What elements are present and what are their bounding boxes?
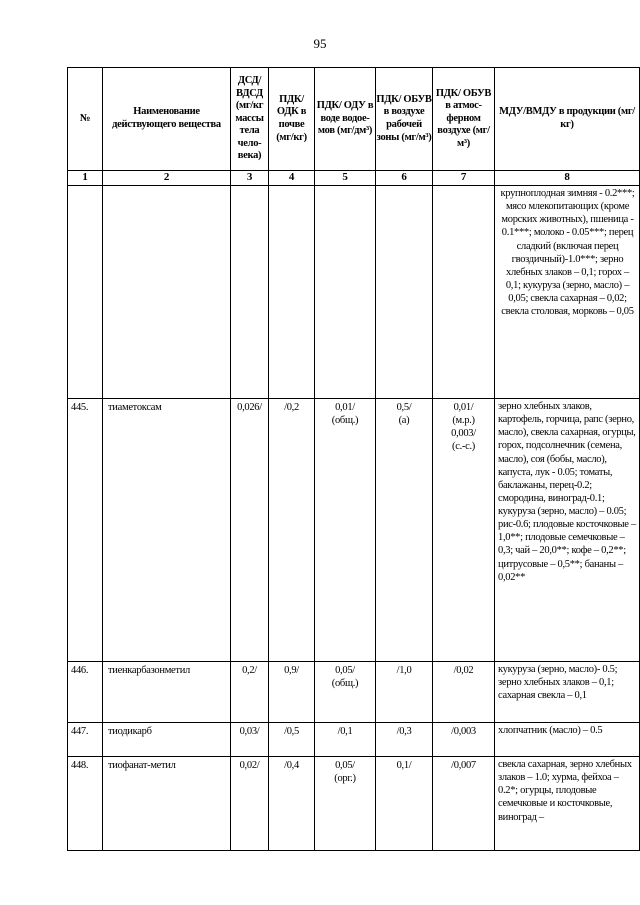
atm-air-note: (с.-с.) bbox=[452, 441, 475, 453]
soil-cell: /0,2 bbox=[269, 399, 315, 662]
adi-cell: 0,03/ bbox=[231, 723, 269, 757]
soil-cell: /0,5 bbox=[269, 723, 315, 757]
water-value: 0,05/ bbox=[335, 760, 355, 771]
header-mrl: МДУ/ВМДУ в продукции (мг/кг) bbox=[495, 68, 640, 171]
header-adi: ДСД/ ВДСД (мг/кг массы тела чело-века) bbox=[231, 68, 269, 171]
soil-cell: 0,9/ bbox=[269, 662, 315, 723]
work-air-cell: /0,3 bbox=[376, 723, 433, 757]
column-number: 6 bbox=[376, 171, 433, 186]
water-note: (орг.) bbox=[334, 773, 356, 785]
water-cell bbox=[315, 399, 376, 662]
atm-air-cell bbox=[433, 399, 495, 662]
work-air-cell bbox=[376, 399, 433, 662]
row-number: 445. bbox=[68, 399, 103, 662]
column-number-row bbox=[68, 171, 640, 186]
column-number: 4 bbox=[269, 171, 315, 186]
header-row bbox=[68, 68, 640, 171]
substance-name: тиодикарб bbox=[103, 723, 231, 757]
mrl-cell: свекла сахарная, зерно хлебных злаков – 1.0; хурма, фейхоа – 0.2*; огурцы, плодовые семечковые и косточковые, виноград – bbox=[495, 757, 640, 851]
atm-air-cell: /0,007 bbox=[433, 757, 495, 851]
header-water: ПДК/ ОДУ в воде водое-мов (мг/дм³) bbox=[315, 68, 376, 171]
column-number: 3 bbox=[231, 171, 269, 186]
water-cell bbox=[315, 662, 376, 723]
column-number: 7 bbox=[433, 171, 495, 186]
mrl-cell: кукуруза (зерно, масло)- 0.5; зерно хлебных злаков – 0,1; сахарная свекла – 0,1 bbox=[495, 662, 640, 723]
adi-cell: 0,2/ bbox=[231, 662, 269, 723]
page-number: 95 bbox=[313, 36, 327, 51]
water-value: 0,01/ bbox=[335, 402, 355, 413]
header-atm-air: ПДК/ ОБУВ в атмос-ферном воздухе (мг/м³) bbox=[433, 68, 495, 171]
adi-cell: 0,02/ bbox=[231, 757, 269, 851]
atm-air-note: (м.р.) bbox=[452, 415, 475, 427]
table-row bbox=[68, 723, 640, 757]
column-number: 8 bbox=[495, 171, 640, 186]
continuation-row bbox=[68, 186, 640, 399]
table-row bbox=[68, 399, 640, 662]
work-air-cell: 0,1/ bbox=[376, 757, 433, 851]
row-number: 448. bbox=[68, 757, 103, 851]
header-number: № bbox=[68, 68, 103, 171]
atm-air-cell: /0,003 bbox=[433, 723, 495, 757]
work-air-note: (а) bbox=[398, 415, 410, 427]
substance-name: тиофанат-метил bbox=[103, 757, 231, 851]
soil-cell: /0,4 bbox=[269, 757, 315, 851]
mrl-cell: хлопчатник (масло) – 0.5 bbox=[495, 723, 640, 757]
work-air-value: 0,5/ bbox=[396, 402, 412, 413]
row-number: 447. bbox=[68, 723, 103, 757]
water-note: (общ.) bbox=[331, 678, 359, 690]
atm-air-cell: /0,02 bbox=[433, 662, 495, 723]
header-soil: ПДК/ ОДК в почве (мг/кг) bbox=[269, 68, 315, 171]
atm-air-value: 0,01/ bbox=[453, 402, 474, 413]
column-number: 1 bbox=[68, 171, 103, 186]
table-row bbox=[68, 662, 640, 723]
water-cell: /0,1 bbox=[315, 723, 376, 757]
table-row bbox=[68, 757, 640, 851]
substance-name: тиенкарбазонметил bbox=[103, 662, 231, 723]
water-note: (общ.) bbox=[331, 415, 359, 427]
atm-air-value: 0,003/ bbox=[451, 428, 476, 440]
water-value: 0,05/ bbox=[335, 665, 355, 676]
column-number: 2 bbox=[103, 171, 231, 186]
water-cell bbox=[315, 757, 376, 851]
mrl-cell: зерно хлебных злаков, картофель, горчица, рапс (зерно, масло), свекла сахарная, огурцы, горох, подсолнечник (семена, масло), соя (бобы, масло), капуста, лук - 0.05; томаты, баклажаны, перец-0.2; смородина, виноград-0.1; кукуруза (зерно, масло) – 0.05; рис-0.6; плодовые косточковые – 1,0**; плодовые семечковые – 0,3; чай – 20,0**; кофе – 0,2**; цитрусовые – 0,5**; бананы – 0,02** bbox=[495, 399, 640, 662]
row-number: 446. bbox=[68, 662, 103, 723]
header-work-air: ПДК/ ОБУВ в воздухе рабочей зоны (мг/м³) bbox=[376, 68, 433, 171]
adi-cell: 0,026/ bbox=[231, 399, 269, 662]
header-substance-name: Наименование действующего вещества bbox=[103, 68, 231, 171]
column-number: 5 bbox=[315, 171, 376, 186]
work-air-cell: /1,0 bbox=[376, 662, 433, 723]
substance-name: тиаметоксам bbox=[103, 399, 231, 662]
pesticide-table bbox=[67, 67, 640, 851]
mrl-cell: крупноплодная зимняя - 0.2***; мясо млекопитающих (кроме морских животных), пшеница - 0.1***; молоко - 0.05***; перец сладкий (включая перец гвоздичный)-1.0***; зерно хлебных злаков – 0,1; горох – 0,1; кукуруза (зерно, масло) – 0,05; свекла сахарная – 0,02; свекла столовая, морковь – 0,05 bbox=[495, 186, 640, 399]
